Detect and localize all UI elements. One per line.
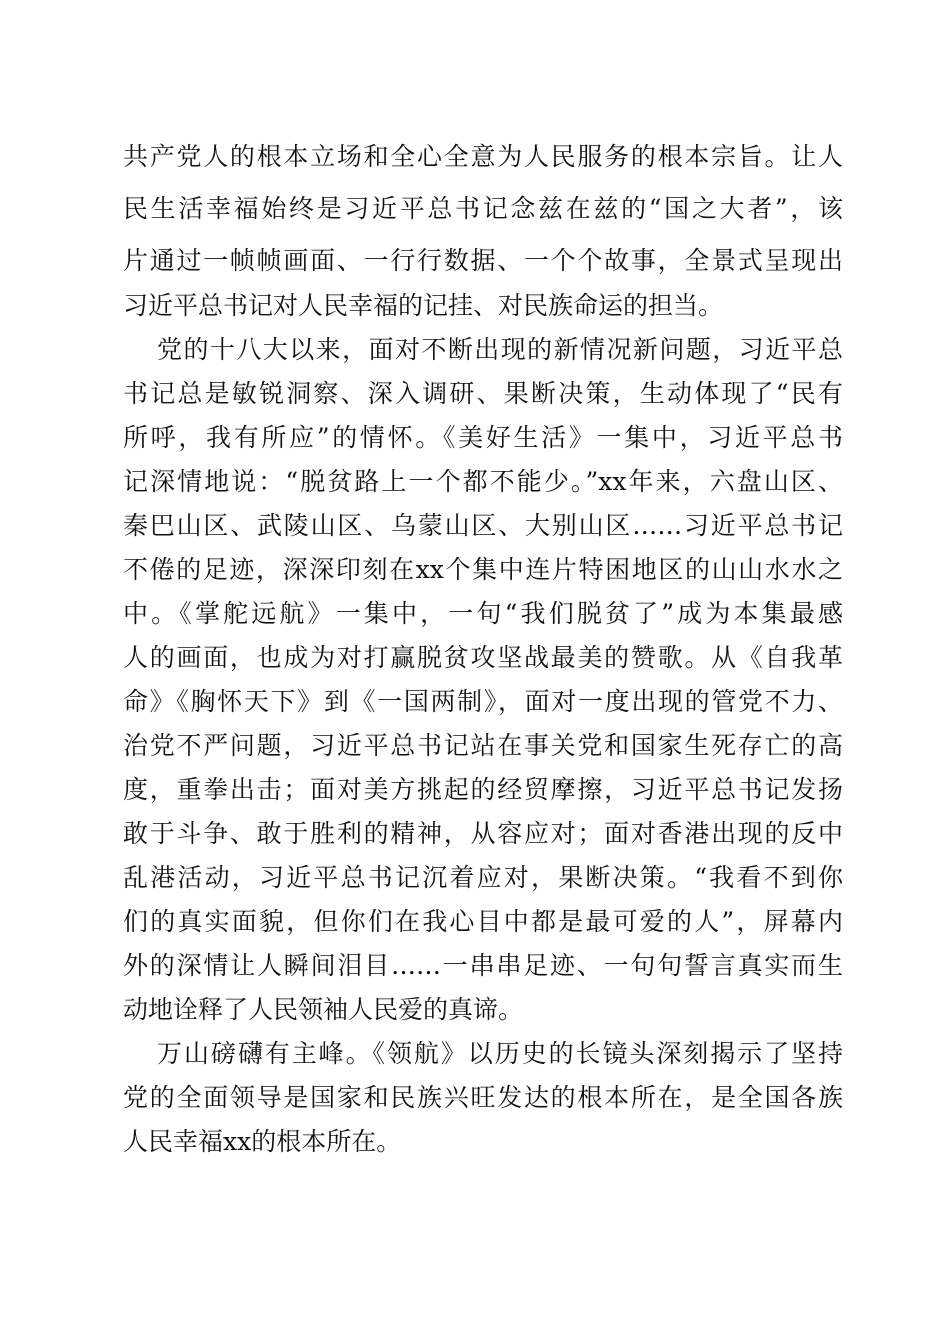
text-line: 命》《胸怀天下》到《一国两制》，面对一度出现的管党不力、 (123, 687, 843, 716)
text-line: 民生活幸福始终是习近平总书记念兹在兹的“国之大者”，该 (123, 194, 843, 223)
text-line: 习近平总书记对人民幸福的记挂、对民族命运的担当。 (123, 291, 724, 320)
text-line: 乱港活动，习近平总书记沉着应对，果断决策。“我看不到你 (123, 863, 843, 892)
text-line: 人的画面，也成为对打赢脱贫攻坚战最美的赞歌。从《自我革 (123, 643, 843, 672)
text-line: 敢于斗争、敢于胜利的精神，从容应对；面对香港出现的反中 (123, 819, 843, 848)
text-line: 治党不严问题，习近平总书记站在事关党和国家生死存亡的高 (123, 731, 843, 760)
text-line: 万山磅礴有主峰。《领航》以历史的长镜头深刻揭示了坚持 (157, 1039, 843, 1068)
text-line: 不倦的足迹，深深印刻在xx个集中连片特困地区的山山水水之 (123, 555, 843, 584)
text-line: 度，重拳出击；面对美方挑起的经贸摩擦，习近平总书记发扬 (123, 775, 843, 804)
text-line: 动地诠释了人民领袖人民爱的真谛。 (123, 995, 524, 1024)
text-line: 共产党人的根本立场和全心全意为人民服务的根本宗旨。让人 (123, 142, 843, 171)
text-line: 书记总是敏锐洞察、深入调研、果断决策，生动体现了“民有 (123, 379, 843, 408)
text-line: 外的深情让人瞬间泪目……一串串足迹、一句句誓言真实而生 (123, 951, 843, 980)
text-line: 党的十八大以来，面对不断出现的新情况新问题，习近平总 (157, 335, 843, 364)
text-line: 人民幸福xx的根本所在。 (123, 1127, 402, 1156)
text-line: 党的全面领导是国家和民族兴旺发达的根本所在，是全国各族 (123, 1083, 843, 1112)
text-line: 中。《掌舵远航》一集中，一句“我们脱贫了”成为本集最感 (123, 599, 843, 628)
text-line: 秦巴山区、武陵山区、乌蒙山区、大别山区……习近平总书记 (123, 511, 843, 540)
text-line: 记深情地说：“脱贫路上一个都不能少。”xx年来，六盘山区、 (123, 467, 843, 496)
text-line: 们的真实面貌，但你们在我心目中都是最可爱的人”，屏幕内 (123, 907, 843, 936)
text-line: 所呼，我有所应”的情怀。《美好生活》一集中，习近平总书 (123, 423, 843, 452)
text-line: 片通过一帧帧画面、一行行数据、一个个故事，全景式呈现出 (123, 246, 843, 275)
